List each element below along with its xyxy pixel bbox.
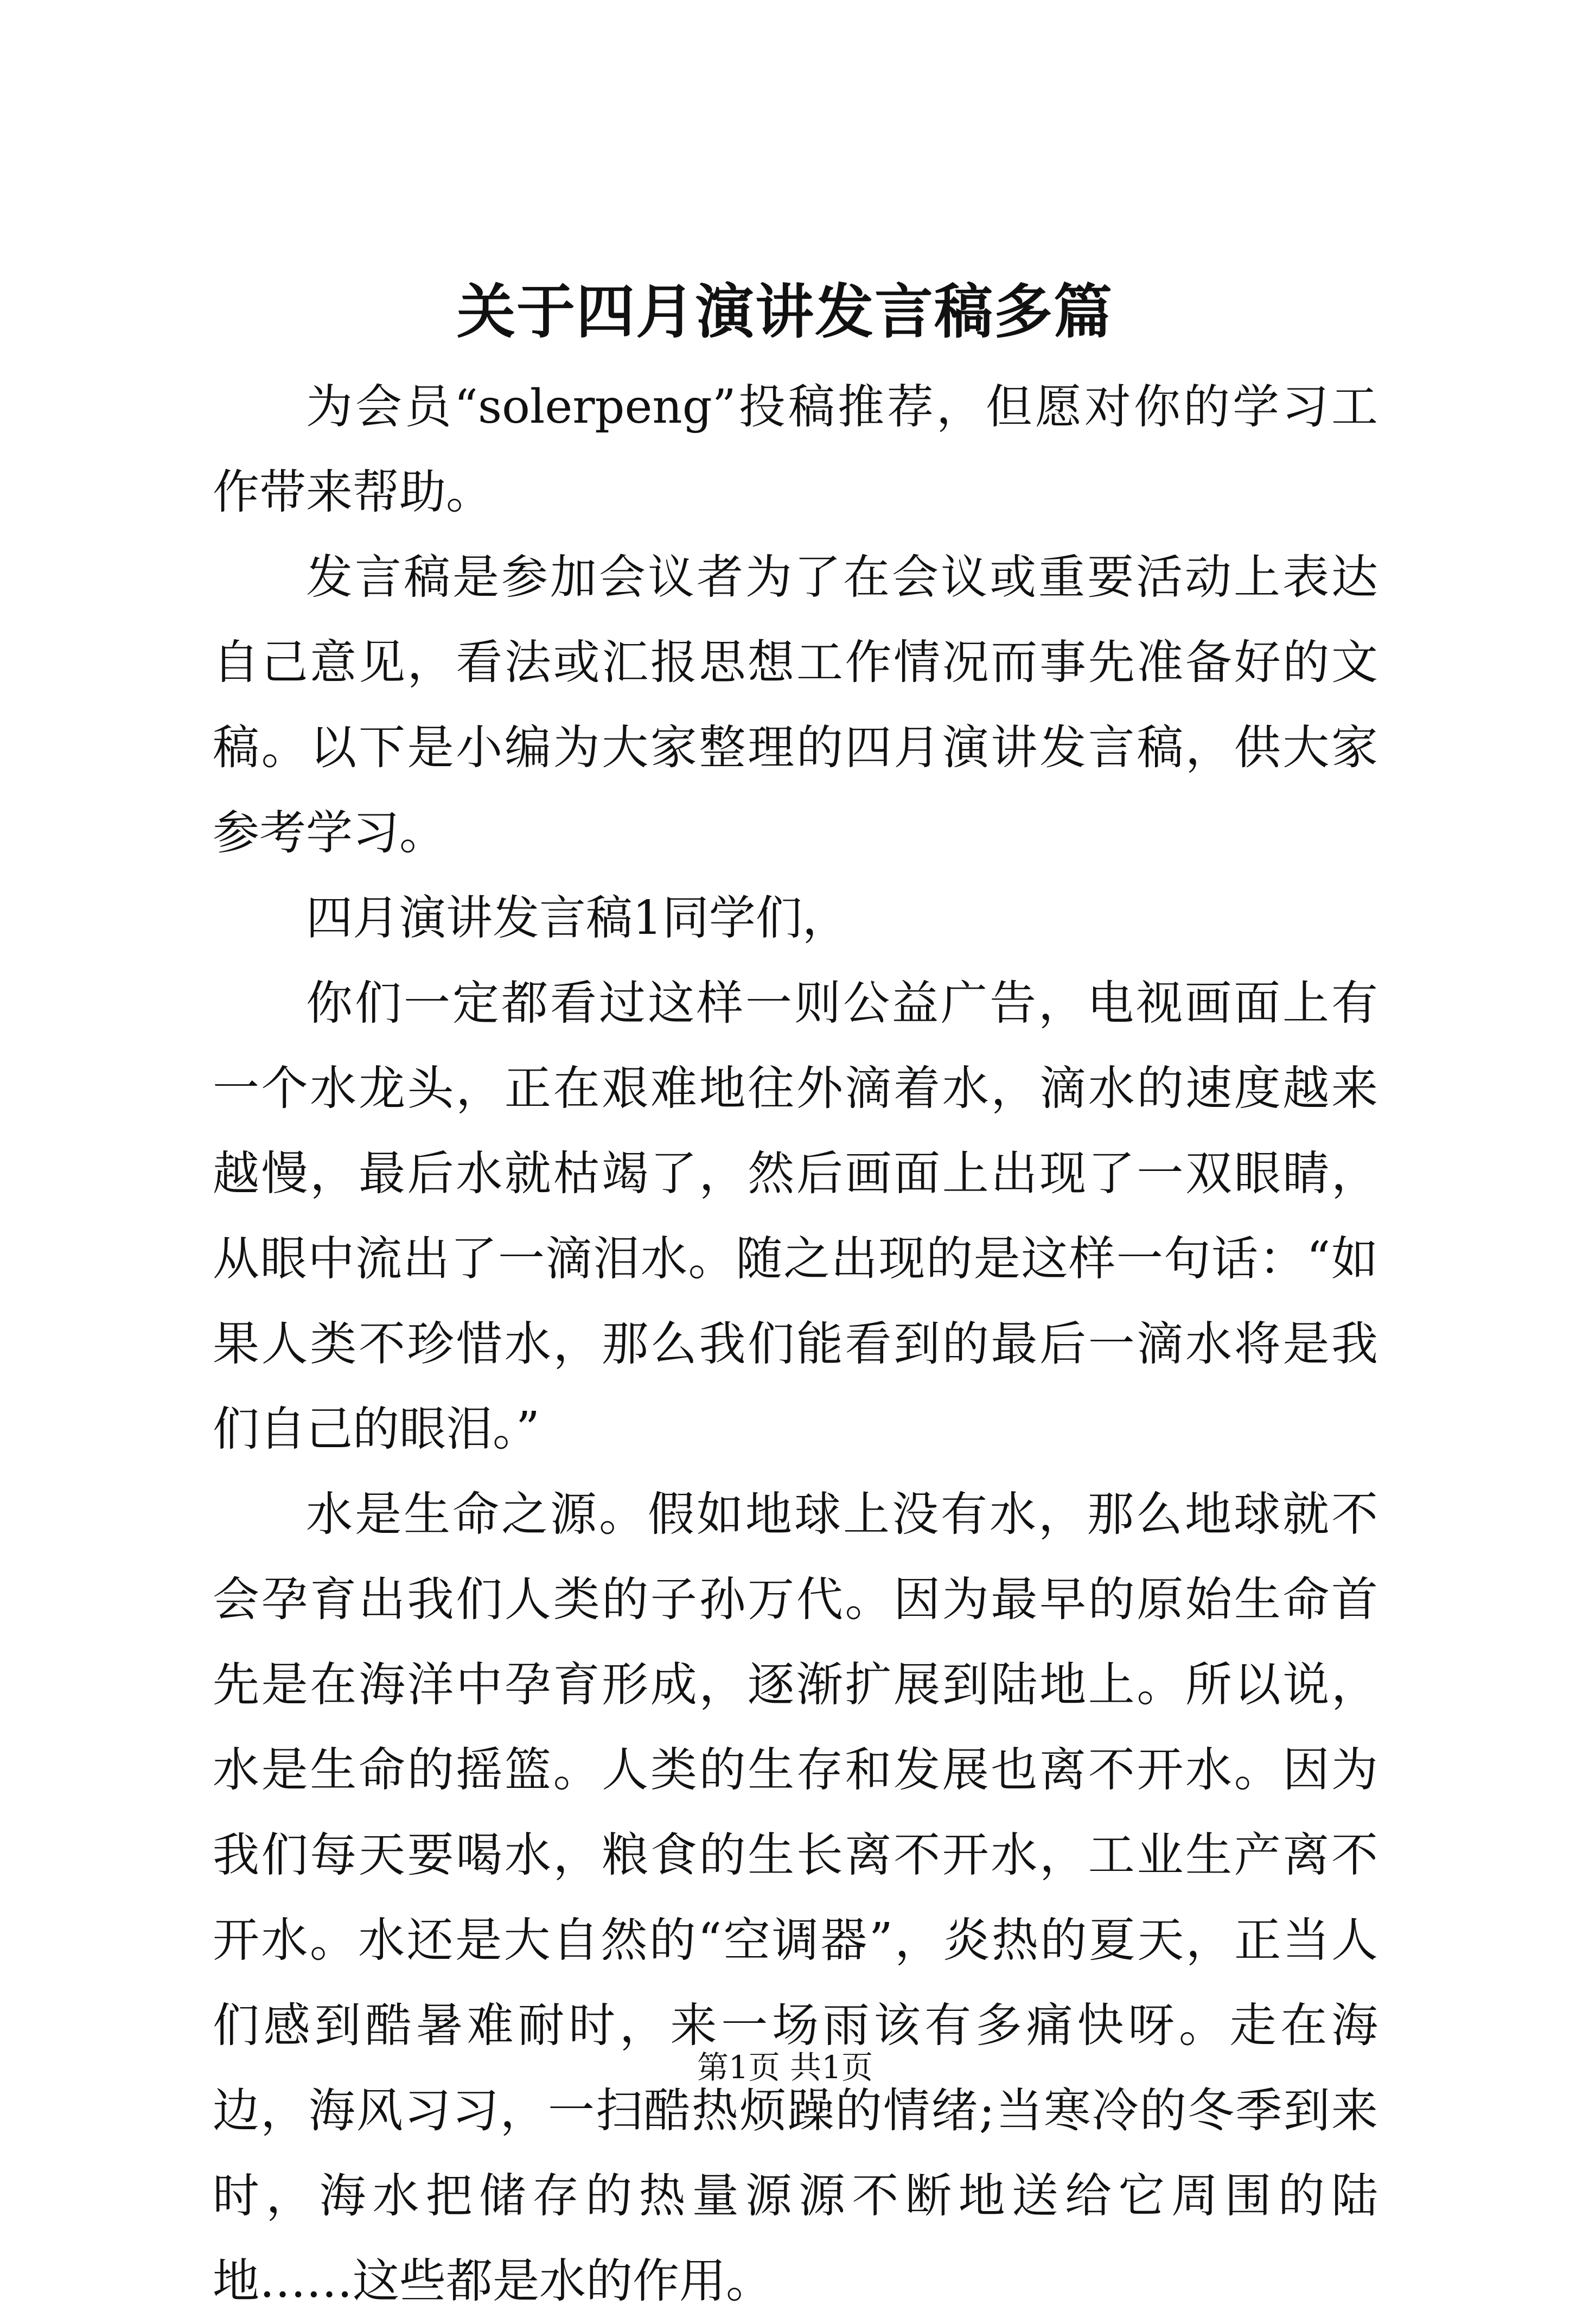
paragraph-definition: 发言稿是参加会议者为了在会议或重要活动上表达自己意见，看法或汇报思想工作情况而事先准备好的文稿。以下是小编为大家整理的四月演讲发言稿，供大家参考学习。 [213,550,1378,860]
paragraph-ad-story: 你们一定都看过这样一则公益广告，电视画面上有一个水龙头，正在艰难地往外滴着水，滴水的速度越来越慢，最后水就枯竭了，然后画面上出现了一双眼睛，从眼中流出了一滴泪水。随之出现的是这样一句话：“如果人类不珍惜水，那么我们能看到的最后一滴水将是我们自己的眼泪。” [213,976,1378,1456]
page-footer: 第1页 共1页 [697,2049,873,2086]
paragraph-speech-heading: 四月演讲发言稿1同学们， [306,891,849,945]
document-body [213,365,1378,2324]
document-title: 关于四月演讲发言稿多篇 [456,278,1113,346]
paragraph-water-source: 水是生命之源。假如地球上没有水，那么地球就不会孕育出我们人类的子孙万代。因为最早的原始生命首先是在海洋中孕育形成，逐渐扩展到陆地上。所以说，水是生命的摇篮。人类的生存和发展也离不开水。因为我们每天要喝水，粮食的生长离不开水，工业生产离不开水。水还是大自然的“空调器”，炎热的夏天，正当人们感到酷暑难耐时，来一场雨该有多痛快呀。走在海边，海风习习，一扫酷热烦躁的情绪;当寒冷的冬季到来时，海水把储存的热量源源不断地送给它周围的陆地……这些都是水的作用。 [213,1487,1378,2308]
paragraph-intro: 为会员“solerpeng”投稿推荐，但愿对你的学习工作带来帮助。 [213,380,1378,519]
